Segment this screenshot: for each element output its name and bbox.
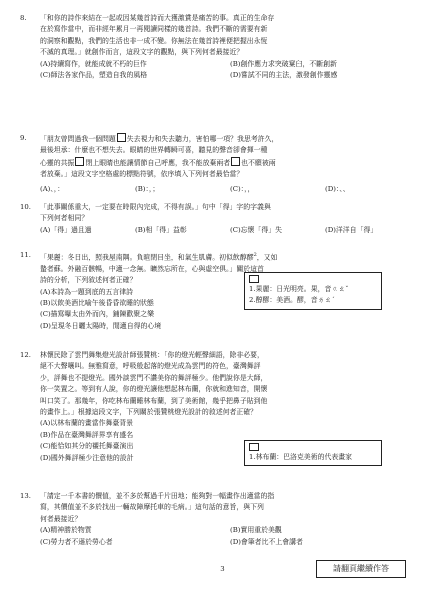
option-a[interactable]: (A)精神勝於物質 <box>40 526 92 535</box>
option-b[interactable]: (B)作品在臺灣舞評界享有盛名 <box>40 430 134 439</box>
question-13 <box>20 491 420 548</box>
question-number: 10. <box>20 203 31 211</box>
book-icon <box>249 443 259 451</box>
option-a[interactable]: (A)持續寫作，就能成就不朽的巨作 <box>40 59 147 68</box>
book-icon <box>249 275 259 283</box>
option-d[interactable]: (D)嘗試不同的主法，激發創作靈感 <box>230 71 338 80</box>
option-b[interactable]: (B)以飲美酒比喻午後昏昏欲睡的狀態 <box>40 298 154 307</box>
option-c[interactable]: (C)師法各家作品，塑造自我的風格 <box>40 71 148 80</box>
question-line: 「果麗：冬日出，照我屋南隅。負暄閉目坐，和氣生肌膚。初似飲醇醪$^2$，又如 <box>40 252 278 262</box>
question-line: 「此事關係重大，一定要在時限內完成，不得有誤。」句中「得」字的字義與 <box>40 203 271 211</box>
question-line: 最後坦承：什麼也不想失去。眼睛的世界轉瞬可喜，聽見的聲音卻會揮一種 <box>40 146 268 155</box>
option-c[interactable]: (C)描寫曝太由外而內，鋪陳歡聚之樂 <box>40 310 155 319</box>
question-number: 8. <box>20 14 27 22</box>
option-d[interactable]: (D)國外舞評極少注意他的設計 <box>40 453 134 462</box>
option-a[interactable]: (A)「得」過且過 <box>40 225 92 234</box>
question-line: 何者最接近？ <box>40 514 82 523</box>
option-a[interactable]: (A)本詩為一題到底的五言律詩 <box>40 287 134 296</box>
question-line: 絕不大聲嚷叫。無雅寫意，呼吸般起落的燈光成為雲門的符色，臺灣舞評 <box>40 362 261 371</box>
option-a[interactable]: (A)、，： <box>40 184 65 193</box>
option-c[interactable]: (C)：，， <box>230 184 255 193</box>
footnote-box <box>244 272 382 310</box>
question-8 <box>20 13 420 81</box>
footnote-line: 2.醇醪：美酒。醪，音ㄌㄠˊ <box>249 296 335 305</box>
question-line: 你一笑置之。等到有人說，你的燈光讓他想起林布蘭，你就和進知音，開懷 <box>40 385 268 394</box>
footnote-line: 1.林布蘭：巴洛克美術的代表畫家 <box>249 453 353 461</box>
option-c[interactable]: (C)能恰如其分的襯托舞臺演出 <box>40 442 134 451</box>
question-line: 在於寫作當中，而非經年累月一再閱讀同樣的幾首詩。我們不斷的需要有新 <box>40 25 268 34</box>
question-number: 9. <box>20 134 27 142</box>
question-line: 心靈的共振 閉上眼睛也能讓情節自己呼應，我不能放棄兩者 也不願被兩 <box>40 158 276 167</box>
option-b[interactable]: (B)相「得」益彰 <box>135 225 187 234</box>
question-line: 「請定一千本書的價值，並不多於幫過千片田地；能夠對一幅畫作出適當的指 <box>40 492 275 500</box>
option-a[interactable]: (A)以林布蘭的畫當作舞臺背景 <box>40 419 134 428</box>
question-line: 蟄者蘇。外融百骸暢，中適一念無。曠然忘所在，心與虛空俱。」關於這首 <box>40 264 264 273</box>
continue-notice: 請翻頁繼續作答 <box>316 560 406 578</box>
question-number: 13. <box>20 492 31 500</box>
question-line: 的洞察和觀點，我們的生活也非一成不變。你無法在幾首詩裡便把握出永恆 <box>40 36 268 45</box>
option-c[interactable]: (C)勞力者不遜於勞心者 <box>40 537 113 546</box>
question-line: 詩的分析，下列敘述何者正確？ <box>40 276 137 285</box>
option-b[interactable]: (B)：，； <box>135 184 160 193</box>
question-line: 者放棄。」這段文字空格處的標點符號，依序填入下列何者最恰當？ <box>40 170 244 179</box>
option-d[interactable]: (D)：、、 <box>325 184 350 193</box>
blank-box <box>231 157 240 166</box>
question-line: 「朋友曾問過我一個問題 失去視力和失去聽力，害怕哪一項？我思考許久， <box>40 135 279 143</box>
option-b[interactable]: (B)實用重於美觀 <box>230 526 282 535</box>
question-line: 叫口笑了。那幾年，你吃林布蘭睡林布蘭，到了美術館，幾乎把鼻子貼到他 <box>40 396 268 405</box>
option-c[interactable]: (C)忘懷「得」失 <box>230 225 282 234</box>
question-line: 寫，其價值並不多於找出一輛故障摩托車的毛病。」這句話的意旨，與下列 <box>40 503 264 512</box>
option-d[interactable]: (D)會筆者比不上會講者 <box>230 537 303 546</box>
question-line: 林懷民除了雲門舞集燈光設計師張贊桃：「你的燈光輕聲細語，除非必要， <box>40 351 264 359</box>
option-d[interactable]: (D)呈現冬日曬太陽時，閒適自得的心境 <box>40 321 162 330</box>
option-d[interactable]: (D)洋洋自「得」 <box>325 225 378 234</box>
question-line: 「和你的詩作來結在一起或因某幾首詩而大獲激賞是痛苦的事。真正的生命存 <box>40 14 275 22</box>
page-number: 3 <box>220 565 225 573</box>
question-line: 不滅的真理。」就創作而言，這段文字的觀點，與下列何者最接近？ <box>40 48 244 57</box>
option-b[interactable]: (B)創作應力求突破窠臼，不斷創新 <box>230 59 337 68</box>
question-9 <box>20 133 420 195</box>
question-line: 少，評舞也不提燈光。國外談雲門不讚美你的舞評極少。他們說你是大師， <box>40 373 268 382</box>
footnote-line: 1.果麗：日光明亮。果，音ㄍㄠˇ <box>249 285 349 293</box>
blank-box <box>75 157 84 166</box>
question-line: 下列何者相同？ <box>40 214 89 223</box>
footnote-box <box>244 440 382 466</box>
question-number: 11. <box>20 251 31 259</box>
question-line: 的畫作上。」根據這段文字，下列關於張贊桃燈光設計的敘述何者正確？ <box>40 408 258 417</box>
blank-box <box>117 133 126 142</box>
question-10 <box>20 202 420 236</box>
question-number: 12. <box>20 351 31 359</box>
